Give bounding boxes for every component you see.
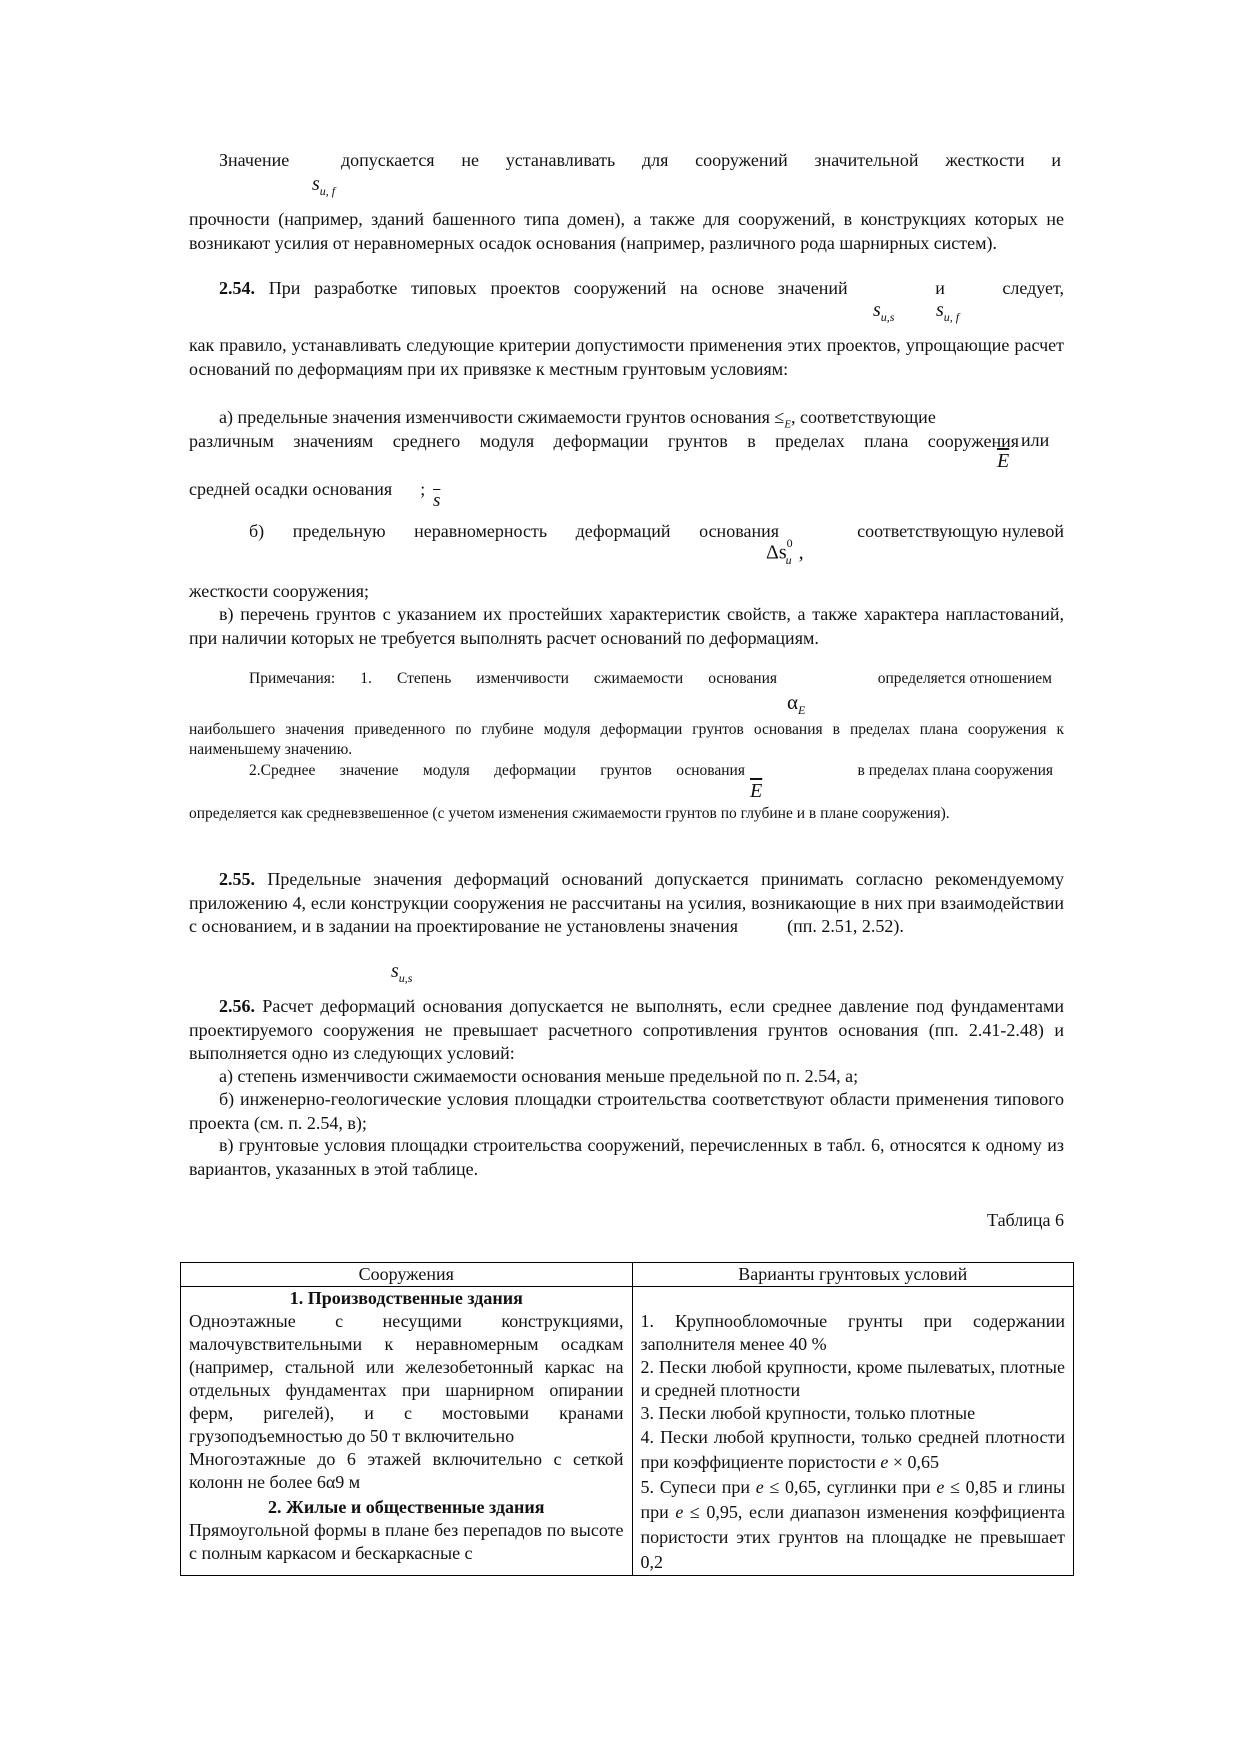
paragraph-2-56: 2.56. Расчет деформаций основания допускается не выполнять, если среднее давление под фундаментами проектируемого сооружения не превышает расчетного сопротивления грунтов основания (пп. 2.41-2.48) и выполняется одно из следующих условий:	[189, 996, 1064, 1063]
or-word: или	[1021, 430, 1050, 450]
paragraph-2-54-line1	[189, 277, 1064, 301]
table-cell-soil-variants	[632, 1287, 1074, 1576]
section-industrial-buildings: 1. Производственные здания	[289, 1288, 523, 1308]
follows-word: следует,	[1002, 278, 1065, 298]
symbol-s-uf: $s_{u, f}$	[312, 173, 336, 198]
paragraph-2-55: 2.55. Предельные значения деформаций оснований допускается принимать согласно рекомендуемому приложению 4, если конструкции сооружения не рассчитаны на усилия, возникающие в них при взаимодействии с основанием, и в задании на проектирование не установлены значения (пп. 2.51, 2.52).	[189, 869, 1064, 936]
symbol-E-bar: $\overline{E}$	[997, 450, 1010, 472]
note-2-line1: 2.Среднее значение модуля деформации грунтов основания в пределах плана сооружения	[249, 762, 1053, 779]
paragraph-2-56-c: в) грунтовые условия площадки строительства сооружений, перечисленных в табл. 6, относятся к одному из вариантов, указанных в этой таблице.	[189, 1135, 1064, 1179]
table-header-structures: Сооружения	[181, 1263, 633, 1287]
symbol-E-bar-2: $\overline{E}$	[750, 780, 763, 802]
variant-4: 4. Пески любой крупности, только средней плотности при коэффициенте пористости e × 0,65	[640, 1427, 1065, 1472]
section-residential-buildings: 2. Жилые и общественные здания	[268, 1497, 545, 1517]
clause-number-2-56: 2.56.	[219, 996, 255, 1016]
item-a-line3: средней осадки основания ;	[189, 479, 426, 499]
paragraph-intro-rest: прочности (например, зданий башенного типа домен), а также для сооружений, в конструкциях которых не возникают усилия от неравномерных осадок основания (например, различного рода шарнирных систем).	[189, 209, 1064, 253]
paragraph-2-54-rest: как правило, устанавливать следующие критерии допустимости применения этих проектов, упрощающие расчет оснований по деформациям при их привязке к местным грунтовым условиям:	[189, 335, 1064, 379]
symbol-alpha-E: $\alpha_E$	[787, 690, 806, 718]
table-row	[181, 1287, 1074, 1576]
clause-2-54-text: При разработке типовых проектов сооружений на основе значений	[268, 278, 848, 298]
table-header-soil-variants: Варианты грунтовых условий	[632, 1263, 1074, 1287]
table-caption: Таблица 6	[987, 1210, 1064, 1230]
note-1-rest: наибольшего значения приведенного по глубине модуля деформации грунтов основания в пределах плана сооружения к наименьшему значению.	[189, 721, 1064, 758]
item-b-line2: жесткости сооружения;	[189, 581, 370, 601]
symbol-s-uf-2: $s_{u, f}$	[936, 299, 960, 324]
residential-text: Прямоугольной формы в плане без перепадов по высоте с полным каркасом и бескаркасные с	[189, 1520, 624, 1563]
variant-3: 3. Пески любой крупности, только плотные	[640, 1403, 976, 1423]
industrial-single-storey: Одноэтажные с несущими конструкциями, малочувствительными к неравномерным осадкам (например, стальной или железобетонный каркас на отдельных фундаментах при шарнирном опирании ферм, ригелей), и с мостовыми кранами грузоподъемностью до 50 т включительно	[189, 1311, 624, 1446]
industrial-multi-storey: Многоэтажные до 6 этажей включительно с сеткой колонн не более 6α9 м	[189, 1449, 624, 1492]
clause-number-2-54: 2.54.	[219, 278, 255, 298]
paragraph-2-56-a: а) степень изменчивости сжимаемости основания меньше предельной по п. 2.54, а;	[219, 1066, 859, 1086]
item-a-line2: различным значениям среднего модуля деформации грунтов в пределах плана сооружения	[189, 431, 1019, 451]
symbol-delta-s: $\Delta s^0_u$ ,	[766, 536, 804, 567]
item-b-line1: б) предельную неравномерность деформаций основания соответствующую нулевой	[249, 521, 1064, 541]
item-a-line1: а) предельные значения изменчивости сжимаемости грунтов основания $\le_E$, соответствующие	[219, 407, 936, 431]
paragraph-2-56-b: б) инженерно-геологические условия площадки строительства соответствуют области применения типового проекта (см. п. 2.54, в);	[189, 1089, 1064, 1133]
intro-text: допускается не устанавливать для сооружений значительной жесткости и	[341, 150, 1061, 170]
and-word: и	[935, 278, 945, 298]
table-6	[180, 1262, 1074, 1576]
symbol-s-us: $s_{u,s}$	[873, 299, 895, 324]
variant-1: 1. Крупнообломочные грунты при содержании заполнителя менее 40 %	[640, 1311, 1065, 1354]
symbol-s-us-2: $s_{u,s}$	[391, 960, 413, 985]
clause-number-2-55: 2.55.	[219, 869, 255, 889]
intro-word: Значение	[219, 150, 290, 170]
table-cell-structures	[181, 1287, 633, 1576]
note-1-line1: Примечания: 1. Степень изменчивости сжимаемости основания определяется отношением	[249, 670, 1052, 687]
variant-2: 2. Пески любой крупности, кроме пылеватых, плотные и средней плотности	[640, 1357, 1065, 1400]
note-2-rest: определяется как средневзвешенное (с учетом изменения сжимаемости грунтов по глубине и в плане сооружения).	[189, 805, 950, 822]
table-header-row	[181, 1263, 1074, 1287]
paragraph-intro-line	[189, 149, 1064, 173]
symbol-s-bar: $\overline{s}$	[433, 490, 441, 511]
variant-5: 5. Супеси при e ≤ 0,65, суглинки при e ≤ 0,85 и глины при e ≤ 0,95, если диапазон изменения коэффициента пористости этих грунтов на площадке не превышает 0,2	[640, 1477, 1066, 1572]
item-c-text: в) перечень грунтов с указанием их простейших характеристик свойств, а также характера напластований, при наличии которых не требуется выполнять расчет оснований по деформациям.	[189, 604, 1064, 648]
